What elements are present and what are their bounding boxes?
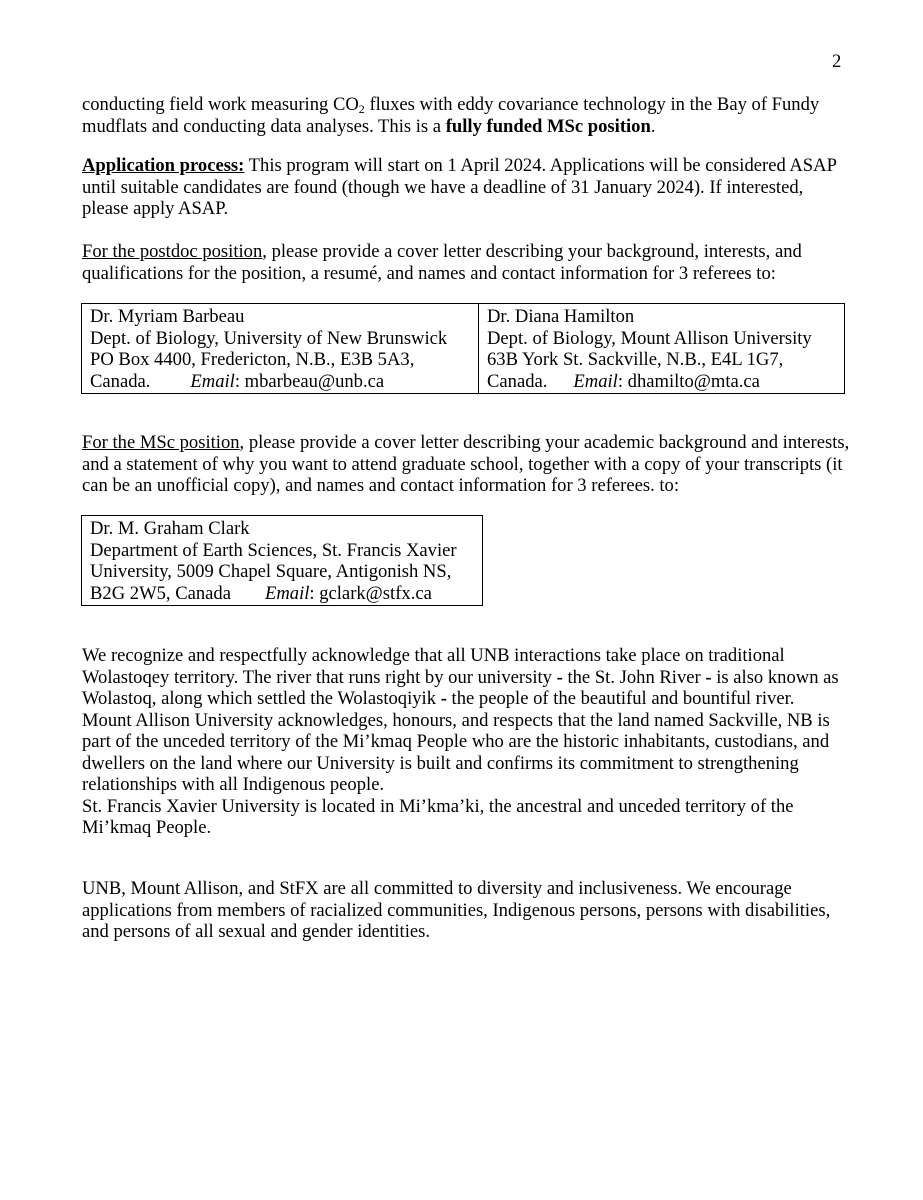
stfx-acknowledgement: St. Francis Xavier University is located in Mi’kma’ki, the ancestral and unceded territory of the Mi’kmaq People.	[82, 795, 794, 838]
contact-dept: Dept. of Biology, University of New Brunswick	[90, 327, 448, 349]
contact-dept: Department of Earth Sciences, St. Francis Xavier	[90, 539, 457, 561]
contact-country-email	[90, 371, 472, 393]
contact-country: B2G 2W5, Canada	[90, 582, 231, 604]
intro-paragraph	[82, 94, 852, 137]
intro-subscript: 2	[358, 102, 365, 116]
contact-name: Dr. Diana Hamilton	[487, 306, 635, 327]
application-paragraph	[82, 155, 852, 220]
postdoc-contacts-table	[81, 303, 845, 394]
contact-hamilton	[479, 304, 845, 394]
contact-name: Dr. M. Graham Clark	[90, 518, 250, 539]
email-label: Email	[264, 582, 310, 604]
diversity-text: UNB, Mount Allison, and StFX are all committed to diversity and inclusiveness. We encourage applications from members of racialized communities, Indigenous persons, persons with disabilities, and persons of all sexual and gender identities.	[82, 878, 831, 942]
postdoc-heading: For the postdoc position	[82, 241, 263, 262]
msc-heading: For the MSc position	[82, 432, 240, 453]
land-acknowledgement	[82, 645, 852, 839]
contact-email[interactable]: : mbarbeau@unb.ca	[234, 370, 385, 392]
msc-contact-table	[81, 515, 483, 606]
unb-acknowledgement	[82, 645, 852, 710]
unb-dash-3: -	[440, 688, 447, 709]
intro-bold: fully funded MSc position	[445, 115, 651, 137]
contact-email[interactable]: : dhamilto@mta.ca	[617, 370, 760, 392]
contact-country-email	[90, 583, 476, 605]
contact-address: University, 5009 Chapel Square, Antigonish NS,	[90, 561, 452, 582]
unb-dash-2: -	[705, 666, 712, 688]
unb-text-4: the people of the beautiful and bountiful river.	[446, 688, 795, 709]
email-label: Email	[573, 370, 618, 392]
contact-barbeau	[82, 304, 479, 394]
contact-country: Canada.	[90, 370, 151, 392]
diversity-statement	[82, 878, 852, 943]
contact-email[interactable]: : gclark@stfx.ca	[309, 582, 432, 604]
intro-text-2: fluxes with eddy covariance technology in the Bay of Fundy mudflats and conducting data analyses. This is a	[82, 94, 820, 137]
unb-text-2: the St. John River	[562, 666, 706, 688]
application-heading: Application process:	[82, 155, 245, 176]
postdoc-body: , please provide a cover letter describing your background, interests, and qualifications for the position, a resumé, and names and contact information for 3 referees to:	[82, 241, 802, 284]
contact-name: Dr. Myriam Barbeau	[90, 306, 245, 327]
msc-body: , please provide a cover letter describing your academic background and interests, and a statement of why you want to attend graduate school, together with a copy of your transcripts (it can be an unofficial copy), and names and contact information for 3 referees. to:	[82, 432, 850, 496]
unb-text-3: is also known as Wolastoq, along which settled the Wolastoqiyik	[82, 666, 839, 709]
contact-address: PO Box 4400, Fredericton, N.B., E3B 5A3,	[90, 349, 415, 370]
application-body: This program will start on 1 April 2024. Applications will be considered ASAP until suitable candidates are found (though we have a deadline of 31 January 2024). If interested, please apply ASAP.	[82, 155, 837, 219]
contact-country-email	[487, 371, 838, 393]
msc-paragraph	[82, 432, 852, 497]
contact-address: 63B York St. Sackville, N.B., E4L 1G7,	[487, 349, 784, 370]
page-number: 2	[832, 51, 842, 72]
intro-text-1: conducting field work measuring CO	[82, 94, 359, 115]
postdoc-paragraph	[82, 241, 852, 284]
contact-dept: Dept. of Biology, Mount Allison University	[487, 327, 812, 349]
mta-acknowledgement: Mount Allison University acknowledges, honours, and respects that the land named Sackville, NB is part of the unceded territory of the Mi’kmaq People who are the historic inhabitants, custodians, and dwellers on the land where our University is built and confirms its commitment to strengthening relationships with all Indigenous people.	[82, 709, 830, 795]
intro-trailing: .	[650, 115, 656, 137]
contact-country: Canada.	[487, 370, 548, 392]
email-label: Email	[190, 370, 235, 392]
unb-text-1: We recognize and respectfully acknowledge that all UNB interactions take place on traditional Wolastoqey territory. The river that runs right by our university	[82, 645, 785, 688]
unb-dash-1: -	[556, 666, 563, 688]
contact-clark	[82, 516, 483, 606]
